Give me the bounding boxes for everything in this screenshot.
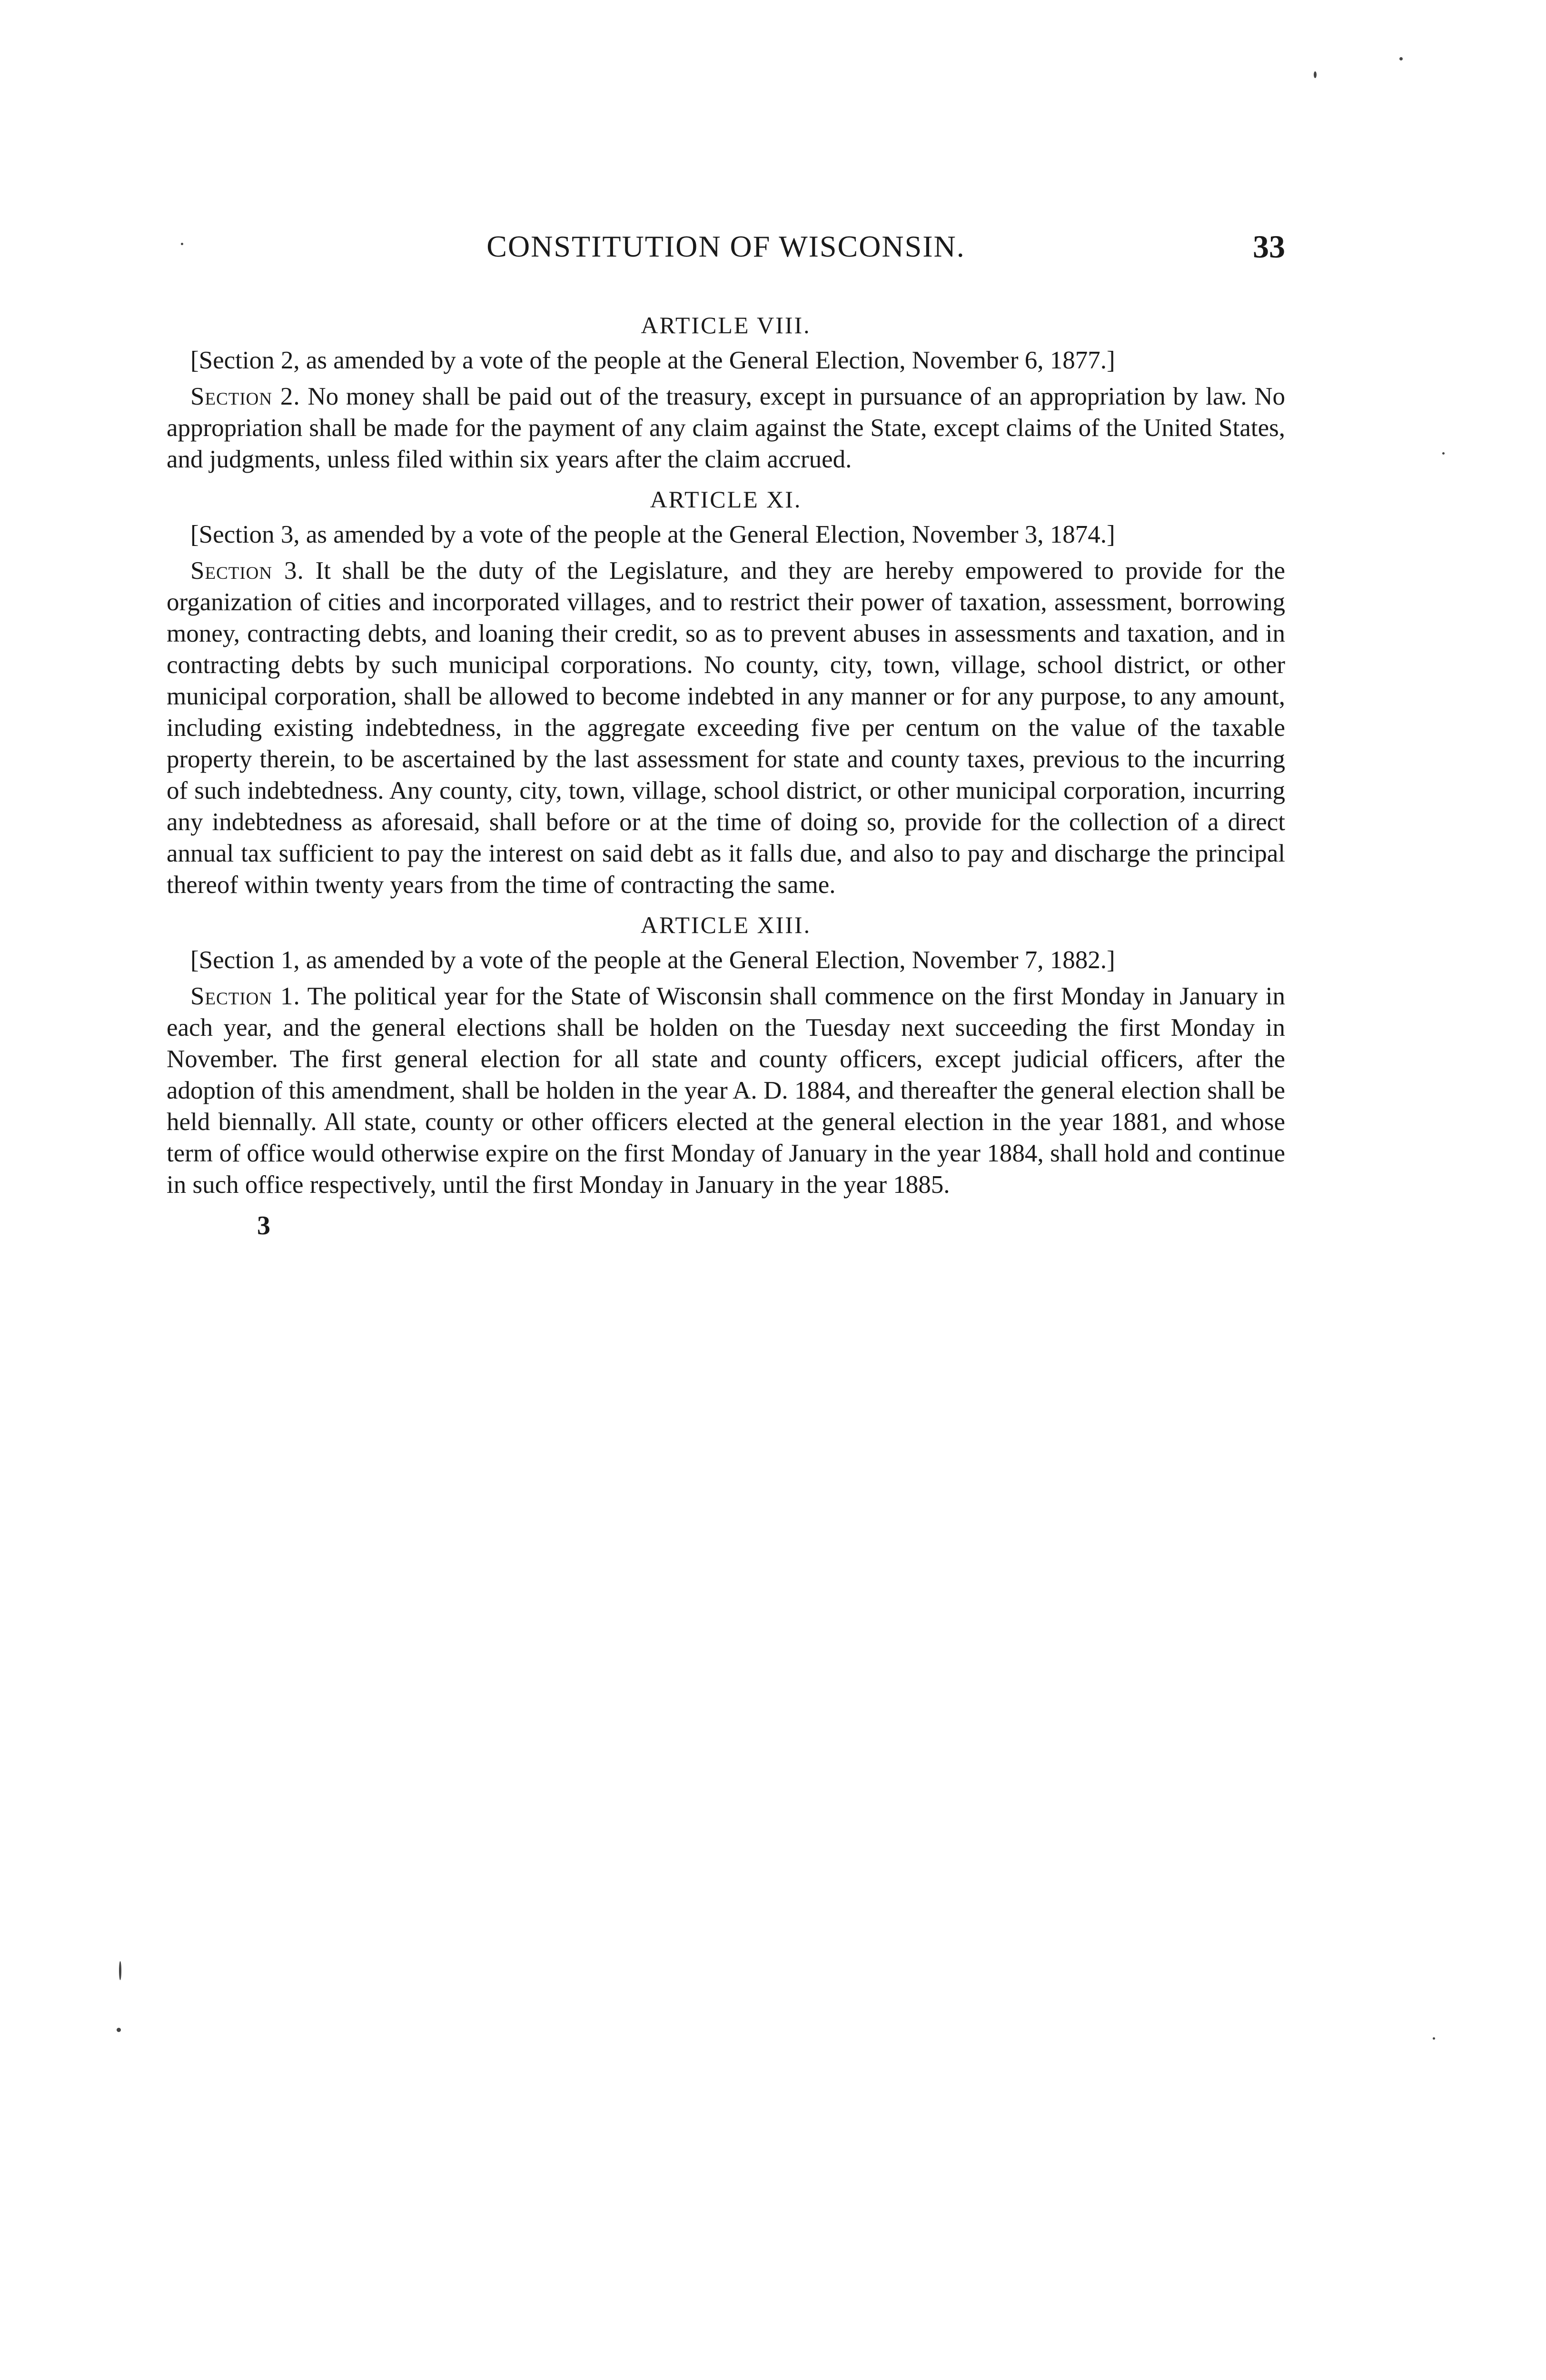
section-paragraph	[167, 381, 1285, 475]
running-head	[167, 228, 1285, 266]
article-heading: ARTICLE XI.	[650, 486, 802, 513]
scan-speck	[117, 2028, 121, 2032]
scan-speck	[1399, 57, 1403, 60]
article-block	[167, 309, 1285, 475]
section-text: The political year for the State of Wisconsin shall commence on the first Monday in January in each year, and the general elections shall be holden on the Tuesday next succeeding the first Monday in November. The first general election for all state and county officers, except judicial officers, after the adoption of this amendment, shall be holden in the year A. D. 1884, and thereafter the general election shall be held biennally. All state, county or other officers elected at the general election in the year 1881, and whose term of office would otherwise expire on the first Monday of January in the year 1884, shall hold and continue in such office respectively, until the first Monday in January in the year 1885.	[167, 982, 1286, 1199]
body-text	[167, 309, 1285, 1242]
amendment-note: [Section 1, as amended by a vote of the people at the General Election, November 7, 1882.]	[190, 946, 1115, 974]
amendment-note: [Section 3, as amended by a vote of the people at the General Election, November 3, 1874.]	[190, 521, 1115, 548]
section-label: Section 2.	[190, 383, 300, 410]
section-paragraph	[167, 981, 1285, 1200]
signature-mark: 3	[257, 1211, 270, 1240]
article-block	[167, 484, 1285, 901]
page-number: 33	[1253, 228, 1285, 265]
scan-speck	[1314, 71, 1317, 78]
section-text: It shall be the duty of the Legislature, and they are hereby empowered to provide for the organization of cities and incorporated villages, and to restrict their power of taxation, assessment, borrowing money, contracting debts, and loaning their credit, so as to prevent abuses in assessments and taxation, and in contracting debts by such municipal corporations. No county, city, town, village, school district, or other municipal corporation, shall be allowed to become indebted in any manner or for any purpose, to any amount, including existing indebtedness, in the aggregate exceeding five per centum on the value of the taxable property therein, to be ascertained by the last assessment for state and county taxes, previous to the incurring of such indebtedness. Any county, city, town, village, school district, or other municipal corporation, incurring any indebtedness as aforesaid, shall before or at the time of doing so, provide for the collection of a direct annual tax sufficient to pay the interest on said debt as it falls due, and also to pay and discharge the principal thereof within twenty years from the time of contracting the same.	[167, 557, 1285, 899]
section-label: Section 3.	[190, 557, 304, 585]
scan-speck	[1433, 2037, 1435, 2040]
article-heading: ARTICLE XIII.	[640, 912, 812, 938]
running-title: CONSTITUTION OF WISCONSIN.	[486, 229, 965, 263]
article-block	[167, 909, 1285, 1200]
scan-speck	[1442, 452, 1445, 455]
section-paragraph	[167, 555, 1285, 901]
section-text: No money shall be paid out of the treasury, except in pursuance of an appropriation by law. No appropriation shall be made for the payment of any claim against the State, except claims of the United States, and judgments, unless filed within six years after the claim accrued.	[167, 383, 1285, 473]
amendment-note: [Section 2, as amended by a vote of the people at the General Election, November 6, 1877.]	[190, 347, 1115, 374]
article-heading: ARTICLE VIII.	[641, 312, 811, 338]
scan-speck	[181, 243, 183, 245]
section-label: Section 1.	[190, 982, 300, 1010]
scan-speck	[119, 1961, 121, 1980]
